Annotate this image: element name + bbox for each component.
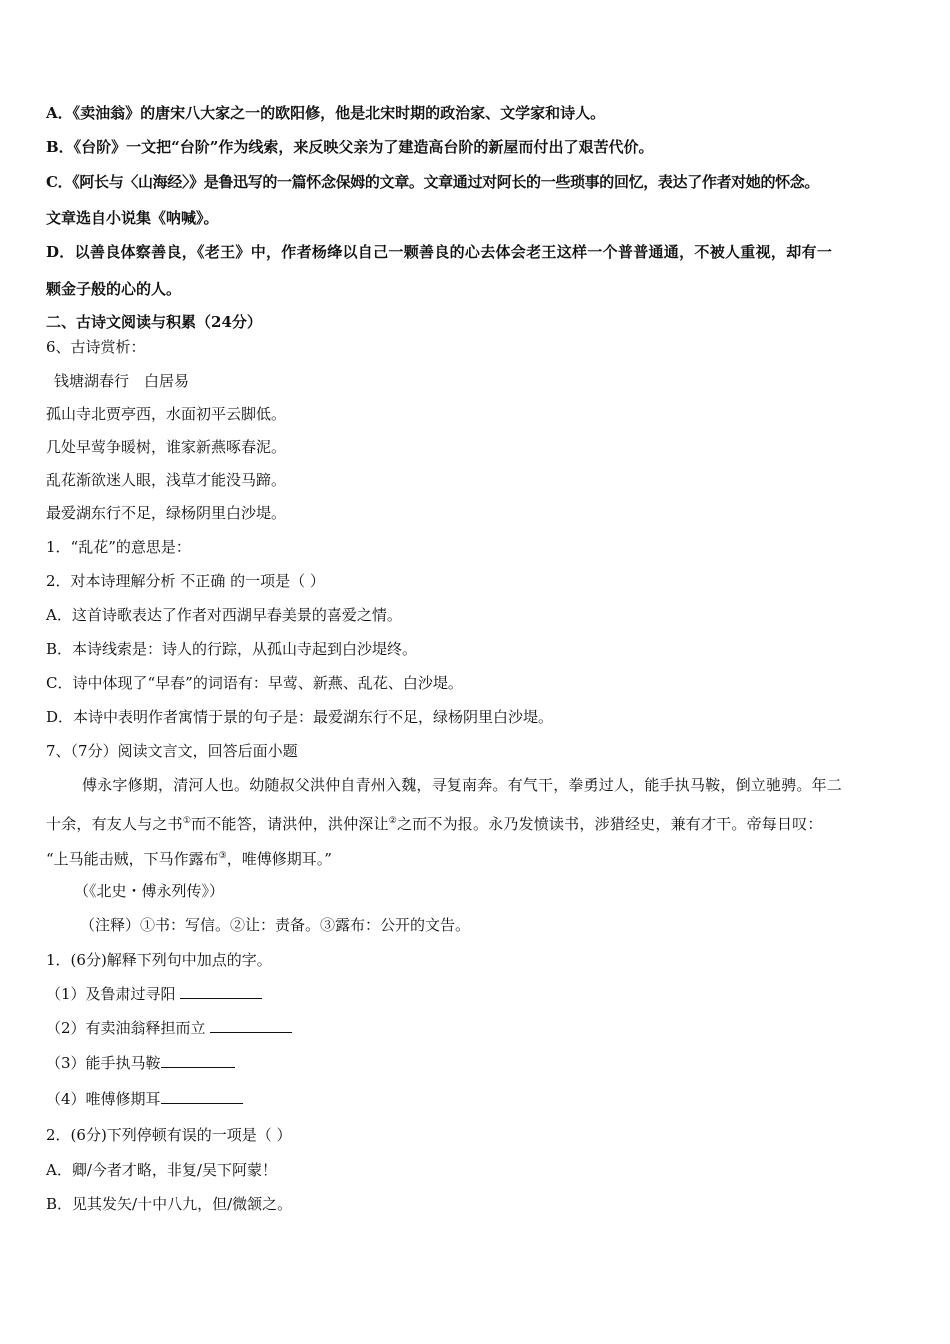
q6-title: 6、古诗赏析： xyxy=(46,338,146,356)
answer-blank[interactable] xyxy=(210,1018,292,1033)
q7-1-item-text: （4）唯傅修期耳 xyxy=(46,1090,161,1108)
q7-1-item xyxy=(46,1089,243,1109)
q6-1: 1．“乱花”的意思是： xyxy=(46,538,191,556)
poem-line: 几处早莺争暖树，谁家新燕啄春泥。 xyxy=(46,438,287,456)
q7-1-item-text: （3）能手执马鞍 xyxy=(46,1054,161,1072)
q6-option-c: C．诗中体现了“早春”的词语有：早莺、新燕、乱花、白沙堤。 xyxy=(46,674,463,692)
passage-text: 十余，有友人与之书 xyxy=(46,815,183,833)
q7-1: 1．(6分)解释下列句中加点的字。 xyxy=(46,951,272,969)
passage-line1: 傅永字修期，清河人也。幼随叔父洪仲自青州入魏，寻复南奔。有气干，拳勇过人，能手执马鞍，倒立驰骋。年二 xyxy=(82,776,843,794)
q5-option-d-line1: D．以善良体察善良，《老王》中，作者杨绛以自己一颗善良的心去体会老王这样一个普普通通，不被人重视，却有一 xyxy=(46,243,833,261)
q6-option-a: A．这首诗歌表达了作者对西湖早春美景的喜爱之情。 xyxy=(46,606,402,624)
q7-1-item xyxy=(46,984,262,1004)
q7-2-option-b: B．见其发矢/十中八九，但/微颔之。 xyxy=(46,1195,293,1213)
q7-title: 7、（7分）阅读文言文，回答后面小题 xyxy=(46,742,298,760)
q5-option-c-line1: C．《阿长与〈山海经〉》是鲁迅写的一篇怀念保姆的文章。文章通过对阿长的一些琐事的回忆，表达了作者对她的怀念。 xyxy=(46,173,820,191)
q5-option-d-line2: 颗金子般的心的人。 xyxy=(46,280,182,298)
q7-1-item xyxy=(46,1018,292,1038)
passage-line3 xyxy=(46,846,332,869)
answer-blank[interactable] xyxy=(180,984,262,999)
passage-text: ，唯傅修期耳。” xyxy=(226,850,332,868)
note-marker: ① xyxy=(182,816,192,826)
note-marker: ③ xyxy=(218,851,227,861)
poem-line: 最爱湖东行不足，绿杨阴里白沙堤。 xyxy=(46,504,287,522)
q5-option-a: A．《卖油翁》的唐宋八大家之一的欧阳修，他是北宋时期的政治家、文学家和诗人。 xyxy=(46,104,606,122)
answer-blank[interactable] xyxy=(161,1053,235,1068)
passage-line2 xyxy=(46,811,823,834)
q6-option-b: B．本诗线索是：诗人的行踪，从孤山寺起到白沙堤终。 xyxy=(46,640,418,658)
passage-notes: （注释）①书：写信。②让：责备。③露布：公开的文告。 xyxy=(80,916,471,934)
answer-blank[interactable] xyxy=(161,1089,243,1104)
passage-source: （《北史・傅永列传》） xyxy=(74,882,225,900)
passage-text: 之而不为报。永乃发愤读书，涉猎经史，兼有才干。帝每日叹： xyxy=(396,815,823,833)
q6-2: 2．对本诗理解分析 不正确 的一项是（ ） xyxy=(46,572,325,590)
note-marker: ② xyxy=(388,816,397,826)
q7-2-option-a: A．卿/今者才略，非复/吴下阿蒙！ xyxy=(46,1161,277,1179)
q7-1-item xyxy=(46,1053,235,1073)
q7-2: 2．(6分)下列停顿有误的一项是（ ） xyxy=(46,1126,292,1144)
passage-text: “上马能击贼，下马作露布 xyxy=(46,850,219,868)
section-heading: 二、古诗文阅读与积累（24分） xyxy=(46,313,262,331)
poem-line: 乱花渐欲迷人眼，浅草才能没马蹄。 xyxy=(46,471,287,489)
q5-option-b: B．《台阶》一文把“台阶”作为线索，来反映父亲为了建造高台阶的新屋而付出了艰苦代价。 xyxy=(46,138,654,156)
poem-line: 孤山寺北贾亭西，水面初平云脚低。 xyxy=(46,405,287,423)
poem-title: 钱塘湖春行 白居易 xyxy=(54,372,190,390)
q7-1-item-text: （2）有卖油翁释担而立 xyxy=(46,1019,211,1037)
q6-option-d: D．本诗中表明作者寓情于景的句子是：最爱湖东行不足，绿杨阴里白沙堤。 xyxy=(46,708,554,726)
passage-text: 而不能答，请洪仲，洪仲深让 xyxy=(191,815,389,833)
q7-1-item-text: （1）及鲁肃过寻阳 xyxy=(46,985,181,1003)
q5-option-c-line2: 文章选自小说集《呐喊》。 xyxy=(46,209,219,227)
